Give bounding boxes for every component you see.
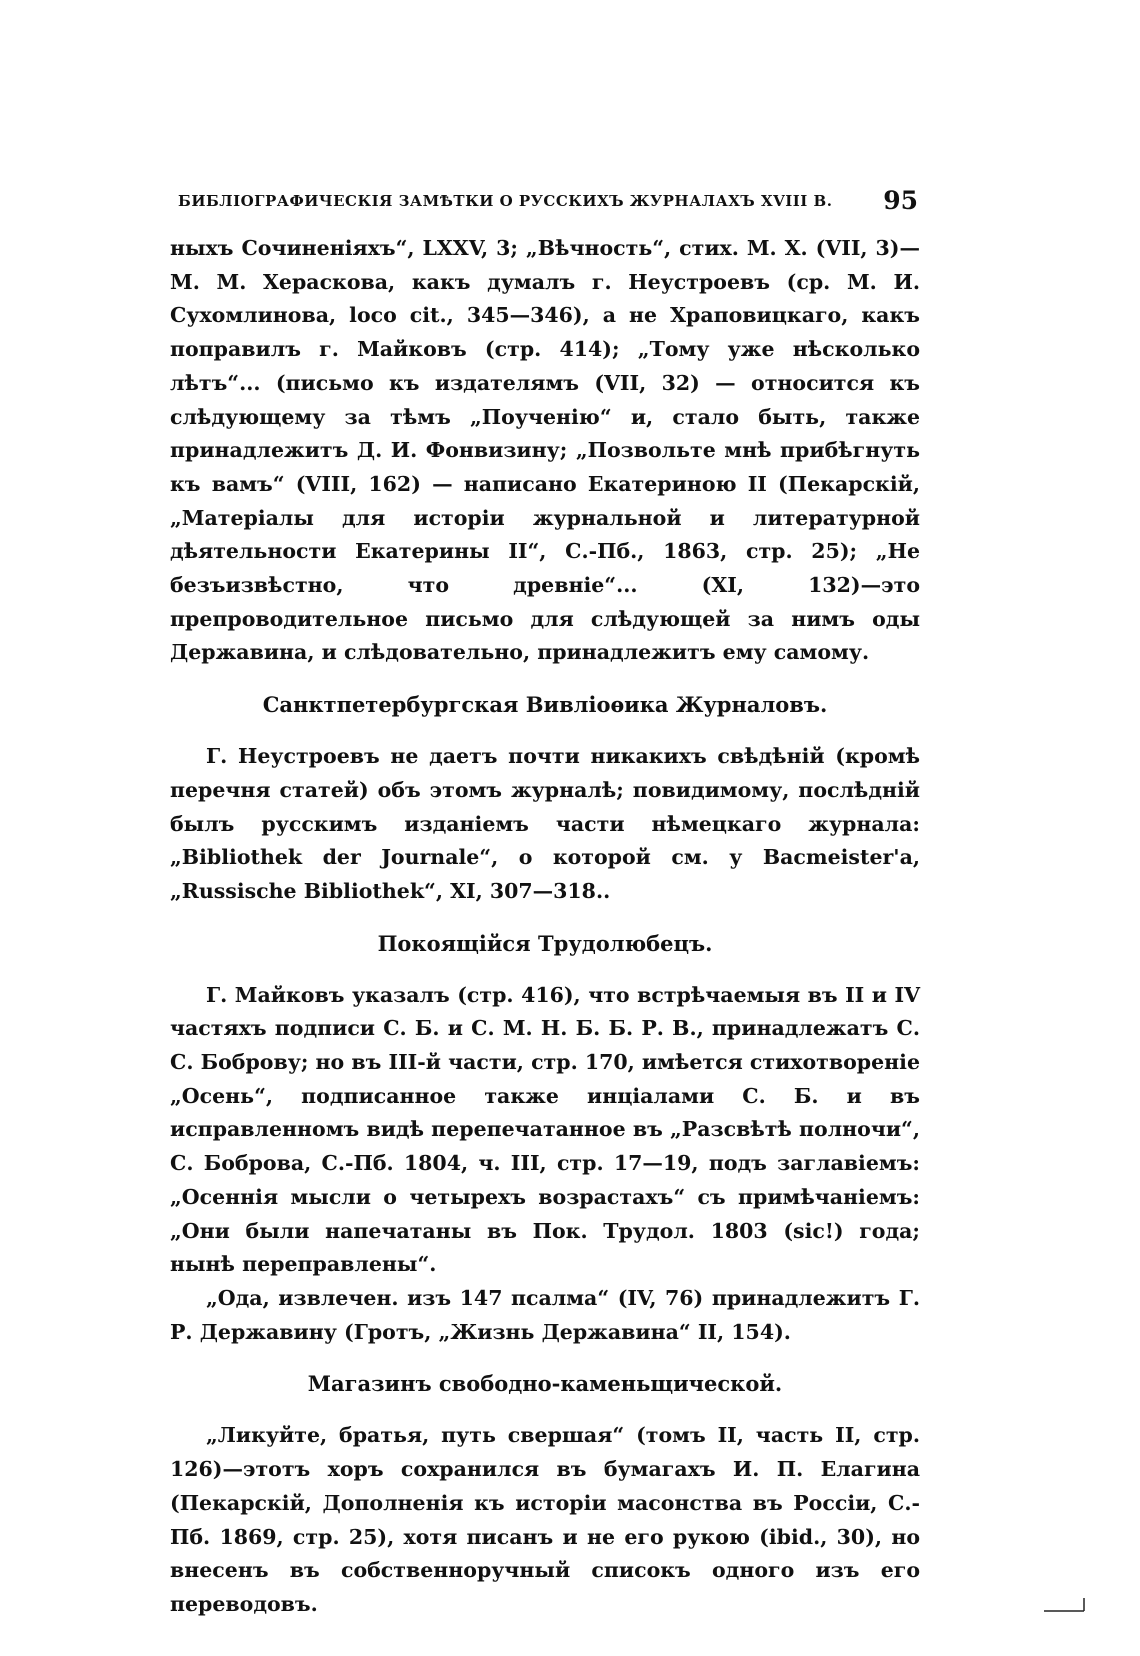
paragraph-oda: „Ода, извлечен. изъ 147 псалма“ (IV, 76) принадлежитъ Г. Р. Державину (Гротъ, „Жизнь Державина“ II, 154). <box>170 1285 920 1344</box>
section-heading-magazin: Магазинъ свободно-каменьщической. <box>307 1371 783 1397</box>
running-header <box>178 186 918 220</box>
main-text <box>170 232 920 1622</box>
paragraph-continued: ныхъ Сочиненіяхъ“, LXXV, 3; „Вѣчность“, стих. М. Х. (VII, 3)— М. М. Хераскова, какъ думалъ г. Неустроевъ (ср. М. И. Сухомлинова, loco cit., 345—346), а не Храповицкаго, какъ поправилъ г. Майковъ (стр. 414); „Тому уже нѣсколько лѣтъ“... (письмо къ издателямъ (VII, 32) — относится къ слѣдующему за тѣмъ „Поученію“ и, стало быть, также принадлежитъ Д. И. Фонвизину; „Позвольте мнѣ прибѣгнуть къ вамъ“ (VIII, 162) — написано Екатериною II (Пекарскій, „Матеріалы для исторіи журнальной и литературной дѣятельности Екатерины II“, С.-Пб., 1863, стр. 25); „Не безъизвѣстно, что древніе“... (XI, 132)—это препроводительное письмо для слѣдующей за нимъ оды Державина, и слѣдовательно, принадлежитъ ему самому. <box>170 236 920 665</box>
paragraph-trudolyubets: Г. Майковъ указалъ (стр. 416), что встрѣчаемыя въ II и IV частяхъ подписи С. Б. и С. М. Н. Б. Б. Р. В., принадлежатъ С. С. Боброву; но въ III-й части, стр. 170, имѣется стихотвореніе „Осень“, подписанное также инціалами С. Б. и въ исправленномъ видѣ перепечатанное въ „Разсвѣтѣ полночи“, С. Боброва, С.-Пб. 1804, ч. III, стр. 17—19, подъ заглавіемъ: „Осеннія мысли о четырехъ возрастахъ“ съ примѣчаніемъ: „Они были напечатаны въ Пок. Трудол. 1803 (sic!) года; нынѣ переправлены“. <box>170 982 920 1277</box>
spacer <box>170 1349 920 1369</box>
spacer <box>170 1399 920 1419</box>
running-title: БИБЛІОГРАФИЧЕСКІЯ ЗАМѢТКИ О РУССКИХЪ ЖУРНАЛАХЪ XVIII В. <box>178 192 833 210</box>
spacer <box>170 959 920 979</box>
spacer <box>170 720 920 740</box>
page-corner-mark <box>1044 1598 1086 1612</box>
spacer <box>170 909 920 929</box>
spacer <box>170 670 920 690</box>
section-heading-vivliofika: Санктпетербургская Вивліоѳика Журналовъ. <box>262 692 828 718</box>
paragraph-vivliofika: Г. Неустроевъ не даетъ почти никакихъ свѣдѣній (кромѣ перечня статей) объ этомъ журналѣ; повидимому, послѣдній былъ русскимъ изданіемъ части нѣмецкаго журнала: „Bibliothek der Journale“, о которой см. у Bacmeister'a, „Russische Bibliothek“, XI, 307—318.. <box>170 744 920 903</box>
section-heading-trudolyubets: Покоящійся Трудолюбецъ. <box>377 930 713 956</box>
page-number: 95 <box>883 186 918 215</box>
paragraph-magazin: „Ликуйте, братья, путь свершая“ (томъ II, часть II, стр. 126)—этотъ хоръ сохранился въ бумагахъ И. П. Елагина (Пекарскій, Дополненія къ исторіи масонства въ Россіи, С.-Пб. 1869, стр. 25), хотя писанъ и не его рукою (ibid., 30), но внесенъ въ собственноручный списокъ одного изъ его переводовъ. <box>170 1423 920 1616</box>
